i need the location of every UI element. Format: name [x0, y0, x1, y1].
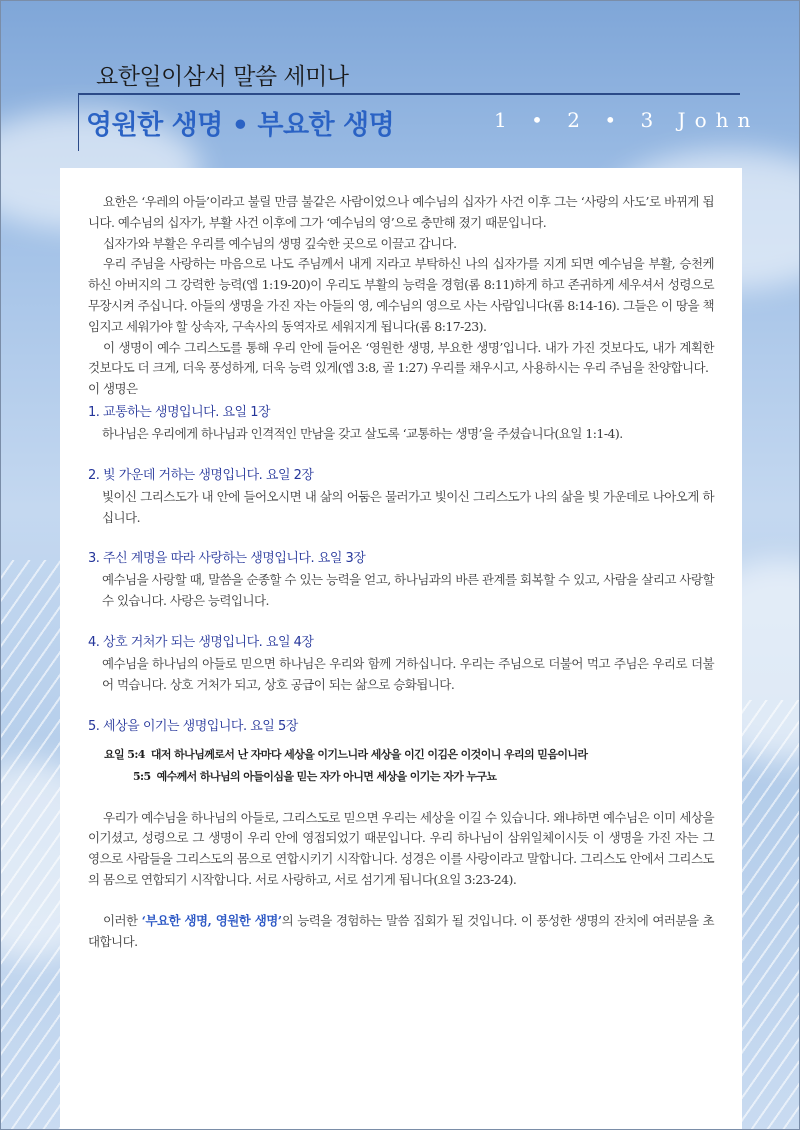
decorative-stripes [0, 560, 60, 1130]
intro-paragraph: 이 생명이 예수 그리스도를 통해 우리 안에 들어온 ‘영원한 생명, 부요한 생명’입니다. 내가 가진 것보다도, 내가 계획한 것보다도 더 크게, 더욱 풍성하게, 더욱 능력 있게(엡 3:8, 골 1:27) 우리를 채우시고, 사용하시는 우리 주님을 찬양합니다. [88, 339, 714, 376]
series-title: 요한일이삼서 말씀 세미나 [96, 64, 349, 90]
decorative-stripes [742, 700, 800, 1130]
verse-line [104, 744, 714, 766]
intro-paragraph: 우리 주님을 사랑하는 마음으로 나도 주님께서 내게 지라고 부탁하신 나의 십자가를 지게 되면 예수님을 부활, 승천케 하신 아버지의 그 강력한 능력(엡 1:19-20)이 우리도 부활의 능력을 경험(롬 8:11)하게 하고 존귀하게 세우셔서 성령으로 무장시켜 주십니다. 아들의 생명을 가진 자는 아들의 영, 예수님의 영으로 사는 사람입니다(롬 8:14-16). 그들은 이 땅을 책임지고 세워가야 할 상속자, 구속사의 동역자로 세워지게 됩니다(롬 8:17-23). [88, 256, 714, 334]
verse-reference: 5:5 [133, 769, 151, 783]
section-body: 예수님을 하나님의 아들로 믿으면 하나님은 우리와 함께 거하십니다. 우리는 주님으로 더불어 먹고 주님은 우리로 더불어 먹습니다. 상호 거처가 되고, 상호 공급이 되는 삶으로 승화됩니다. [102, 655, 714, 692]
intro-paragraph: 요한은 ‘우레의 아들’이라고 불릴 만큼 불같은 사람이었으나 예수님의 십자가 사건 이후 그는 ‘사랑의 사도’로 바뀌게 됩니다. 예수님의 십자가, 부활 사건 이후에 그가 ‘예수님의 영’으로 충만해 졌기 때문입니다. [88, 194, 714, 230]
closing-paragraph: 우리가 예수님을 하나님의 아들로, 그리스도로 믿으면 우리는 세상을 이길 수 있습니다. 왜냐하면 예수님은 이미 세상을 이기셨고, 성령으로 그 생명이 우리 안에 영접되었기 때문입니다. 우리 하나님이 삼위일체이시듯 이 생명을 가진 자는 그 영으로 사람들을 그리스도의 몸으로 연합시키기 시작합니다. 성경은 이를 사랑이라고 말합니다. 그리스도 안에서 그리스도의 몸으로 연합되기 시작합니다. 서로 사랑하고, 서로 섬기게 됩니다(요일 3:23-24). [88, 809, 714, 887]
invitation-paragraph [88, 911, 714, 953]
title-bracket [78, 93, 79, 151]
verse-line [104, 766, 714, 788]
content-panel [60, 168, 742, 1130]
section-heading: 2. 빛 가운데 거하는 생명입니다. 요일 2장 [88, 467, 314, 483]
section-heading: 5. 세상을 이기는 생명입니다. 요일 5장 [88, 718, 298, 734]
intro-paragraph: 십자가와 부활은 우리를 예수님의 생명 깊숙한 곳으로 이끌고 갑니다. [103, 235, 457, 251]
page-title: 영원한 생명 • 부요한 생명 [86, 110, 395, 141]
invitation-prefix: 이러한 [103, 912, 142, 928]
verse-text: 예수께서 하나님의 아들이심을 믿는 자가 아니면 세상을 이기는 자가 누구뇨 [156, 769, 497, 783]
section-heading: 3. 주신 계명을 따라 사랑하는 생명입니다. 요일 3장 [88, 551, 366, 567]
section-body: 하나님은 우리에게 하나님과 인격적인 만남을 갖고 살도록 ‘교통하는 생명’을 주셨습니다(요일 1:1-4). [102, 425, 623, 441]
verse-text: 대저 하나님께로서 난 자마다 세상을 이기느니라 세상을 이긴 이김은 이것이니 우리의 믿음이니라 [150, 747, 588, 761]
section-heading: 4. 상호 거처가 되는 생명입니다. 요일 4장 [88, 634, 314, 650]
section-body: 빛이신 그리스도가 내 안에 들어오시면 내 삶의 어둠은 물러가고 빛이신 그리스도가 나의 삶을 빛 가운데로 나아오게 하십니다. [102, 488, 714, 525]
scripture-quote [88, 744, 714, 788]
section-body: 예수님을 사랑할 때, 말씀을 순종할 수 있는 능력을 얻고, 하나님과의 바른 관계를 회복할 수 있고, 사람을 살리고 사랑할 수 있습니다. 사랑은 능력입니다. [102, 572, 714, 609]
verse-reference: 요일 5:4 [104, 747, 145, 761]
invitation-highlight: ‘부요한 생명, 영원한 생명’ [141, 912, 282, 928]
book-tag: 1 • 2 • 3 John [494, 108, 760, 132]
list-lead: 이 생명은 [88, 381, 138, 397]
invitation-suffix: 의 능력을 경험하는 말씀 집회가 될 것입니다. 이 풍성한 생명의 잔치에 여러분을 초대합니다. [88, 912, 715, 949]
title-underline [78, 93, 740, 95]
section-heading: 1. 교통하는 생명입니다. 요일 1장 [88, 404, 271, 420]
